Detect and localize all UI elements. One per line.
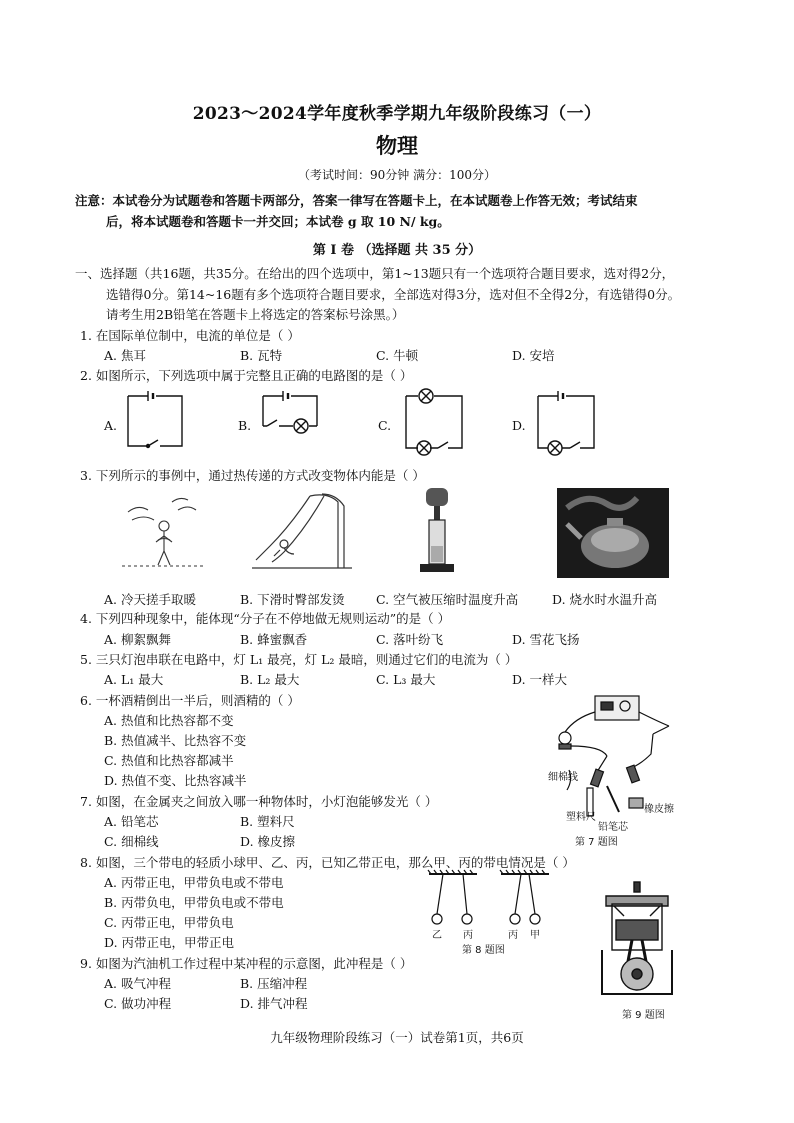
q2-option-d[interactable]: D. xyxy=(512,418,526,433)
q6-option-b[interactable]: B. 热值减半、比热容不变 xyxy=(104,733,247,748)
section-intro-1: 一、选择题（共16题，共35分。在给出的四个选项中，第1~13题只有一个选项符合题目要求，选对得2分， xyxy=(75,266,675,281)
slide-image xyxy=(250,488,356,574)
notice-line-1: 注意：本试卷分为试题卷和答题卡两部分，答案一律写在答题卡上，在本试题卷上作答无效；考试结束 xyxy=(75,193,638,208)
fig8-label-bing-2: 丙 xyxy=(508,930,518,941)
q8-option-c[interactable]: C. 丙带正电，甲带负电 xyxy=(104,915,234,930)
q7-option-b[interactable]: B. 塑料尺 xyxy=(240,814,295,829)
notice-line-2: 后，将本试题卷和答题卡一并交回；本试卷 g 取 10 N/ kg。 xyxy=(106,214,450,229)
q4-option-b[interactable]: B. 蜂蜜飘香 xyxy=(240,632,308,647)
boiling-kettle-image xyxy=(557,488,669,578)
q3-option-d[interactable]: D. 烧水时水温升高 xyxy=(552,592,658,607)
q2-option-a[interactable]: A. xyxy=(104,418,118,433)
q4-option-a[interactable]: A. 柳絮飘舞 xyxy=(104,632,171,647)
q5-option-d[interactable]: D. 一样大 xyxy=(512,672,568,687)
rubbing-hands-image xyxy=(118,492,210,572)
q9-option-b[interactable]: B. 压缩冲程 xyxy=(240,976,308,991)
q8-option-d[interactable]: D. 丙带正电，甲带正电 xyxy=(104,935,235,950)
section-heading: 第 I 卷 （选择题 共 35 分） xyxy=(312,243,482,258)
fig7-label-eraser: 橡皮擦 xyxy=(644,804,674,815)
q7-option-d[interactable]: D. 橡皮擦 xyxy=(240,834,296,849)
q6-option-c[interactable]: C. 热值和比热容都减半 xyxy=(104,753,234,768)
q5-option-a[interactable]: A. L₁ 最大 xyxy=(104,672,164,687)
fig8-caption: 第 8 题图 xyxy=(462,945,505,956)
fig9-engine-image xyxy=(598,880,678,1002)
circuit-diagram-b xyxy=(255,388,325,454)
q4-option-c[interactable]: C. 落叶纷飞 xyxy=(376,632,444,647)
fig8-label-jia: 甲 xyxy=(530,930,540,941)
fig7-label-lead: 铅笔芯 xyxy=(598,822,628,833)
q1-option-d[interactable]: D. 安培 xyxy=(512,348,555,363)
air-compression-image xyxy=(412,486,462,578)
q7-option-c[interactable]: C. 细棉线 xyxy=(104,834,159,849)
q6-option-a[interactable]: A. 热值和比热容都不变 xyxy=(104,713,234,728)
page-footer: 九年级物理阶段练习（一）试卷第1页，共6页 xyxy=(270,1030,524,1045)
circuit-diagram-a xyxy=(120,388,190,454)
q3-option-b[interactable]: B. 下滑时臀部发烫 xyxy=(240,592,345,607)
q2-option-b[interactable]: B. xyxy=(238,418,252,433)
fig8-label-bing-1: 丙 xyxy=(463,930,473,941)
fig7-label-thread: 细棉线 xyxy=(548,772,578,783)
subject-title: 物理 xyxy=(376,133,418,158)
fig7-caption: 第 7 题图 xyxy=(575,837,618,848)
q7-stem: 7. 如图，在金属夹之间放入哪一种物体时，小灯泡能够发光（ ） xyxy=(80,794,438,809)
section-intro-2: 选错得0分。第14~16题有多个选项符合题目要求，全部选对得3分，选对但不全得2分，有选错得0分。 xyxy=(106,287,681,302)
q1-stem: 1. 在国际单位制中，电流的单位是（ ） xyxy=(80,328,300,343)
q4-option-d[interactable]: D. 雪花飞扬 xyxy=(512,632,580,647)
q2-option-c[interactable]: C. xyxy=(378,418,392,433)
q5-option-c[interactable]: C. L₃ 最大 xyxy=(376,672,436,687)
q9-stem: 9. 如图为汽油机工作过程中某冲程的示意图，此冲程是（ ） xyxy=(80,956,413,971)
q8-stem: 8. 如图，三个带电的轻质小球甲、乙、丙，已知乙带正电，那么甲、丙的带电情况是（ ） xyxy=(80,855,575,870)
circuit-diagram-c xyxy=(398,386,468,460)
q3-option-c[interactable]: C. 空气被压缩时温度升高 xyxy=(376,592,519,607)
q5-stem: 5. 三只灯泡串联在电路中，灯 L₁ 最亮，灯 L₂ 最暗，则通过它们的电流为（ ） xyxy=(80,652,518,667)
exam-title: 2023～2024学年度秋季学期九年级阶段练习（一） xyxy=(192,104,602,124)
q8-option-a[interactable]: A. 丙带正电，甲带负电或不带电 xyxy=(104,875,284,890)
exam-info: （考试时间：90分钟 满分：100分） xyxy=(298,168,496,182)
q7-option-a[interactable]: A. 铅笔芯 xyxy=(104,814,159,829)
q1-option-a[interactable]: A. 焦耳 xyxy=(104,348,146,363)
fig9-caption: 第 9 题图 xyxy=(622,1010,665,1021)
q8-option-b[interactable]: B. 丙带负电，甲带负电或不带电 xyxy=(104,895,284,910)
q1-option-b[interactable]: B. 瓦特 xyxy=(240,348,283,363)
q9-option-a[interactable]: A. 吸气冲程 xyxy=(104,976,171,991)
fig8-label-yi: 乙 xyxy=(432,930,442,941)
q2-stem: 2. 如图所示，下列选项中属于完整且正确的电路图的是（ ） xyxy=(80,368,413,383)
fig7-label-ruler: 塑料尺 xyxy=(566,812,596,823)
circuit-diagram-d xyxy=(530,386,600,460)
q4-stem: 4. 下列四种现象中，能体现“分子在不停地做无规则运动”的是（ ） xyxy=(80,611,451,626)
q6-stem: 6. 一杯酒精倒出一半后，则酒精的（ ） xyxy=(80,693,300,708)
q5-option-b[interactable]: B. L₂ 最大 xyxy=(240,672,300,687)
section-intro-3: 请考生用2B铅笔在答题卡上将选定的答案标号涂黑。） xyxy=(106,307,405,322)
q1-option-c[interactable]: C. 牛顿 xyxy=(376,348,419,363)
q3-stem: 3. 下列所示的事例中，通过热传递的方式改变物体内能是（ ） xyxy=(80,468,425,483)
q3-option-a[interactable]: A. 冷天搓手取暖 xyxy=(104,592,196,607)
q6-option-d[interactable]: D. 热值不变、比热容减半 xyxy=(104,773,247,788)
q9-option-d[interactable]: D. 排气冲程 xyxy=(240,996,308,1011)
q9-option-c[interactable]: C. 做功冲程 xyxy=(104,996,172,1011)
